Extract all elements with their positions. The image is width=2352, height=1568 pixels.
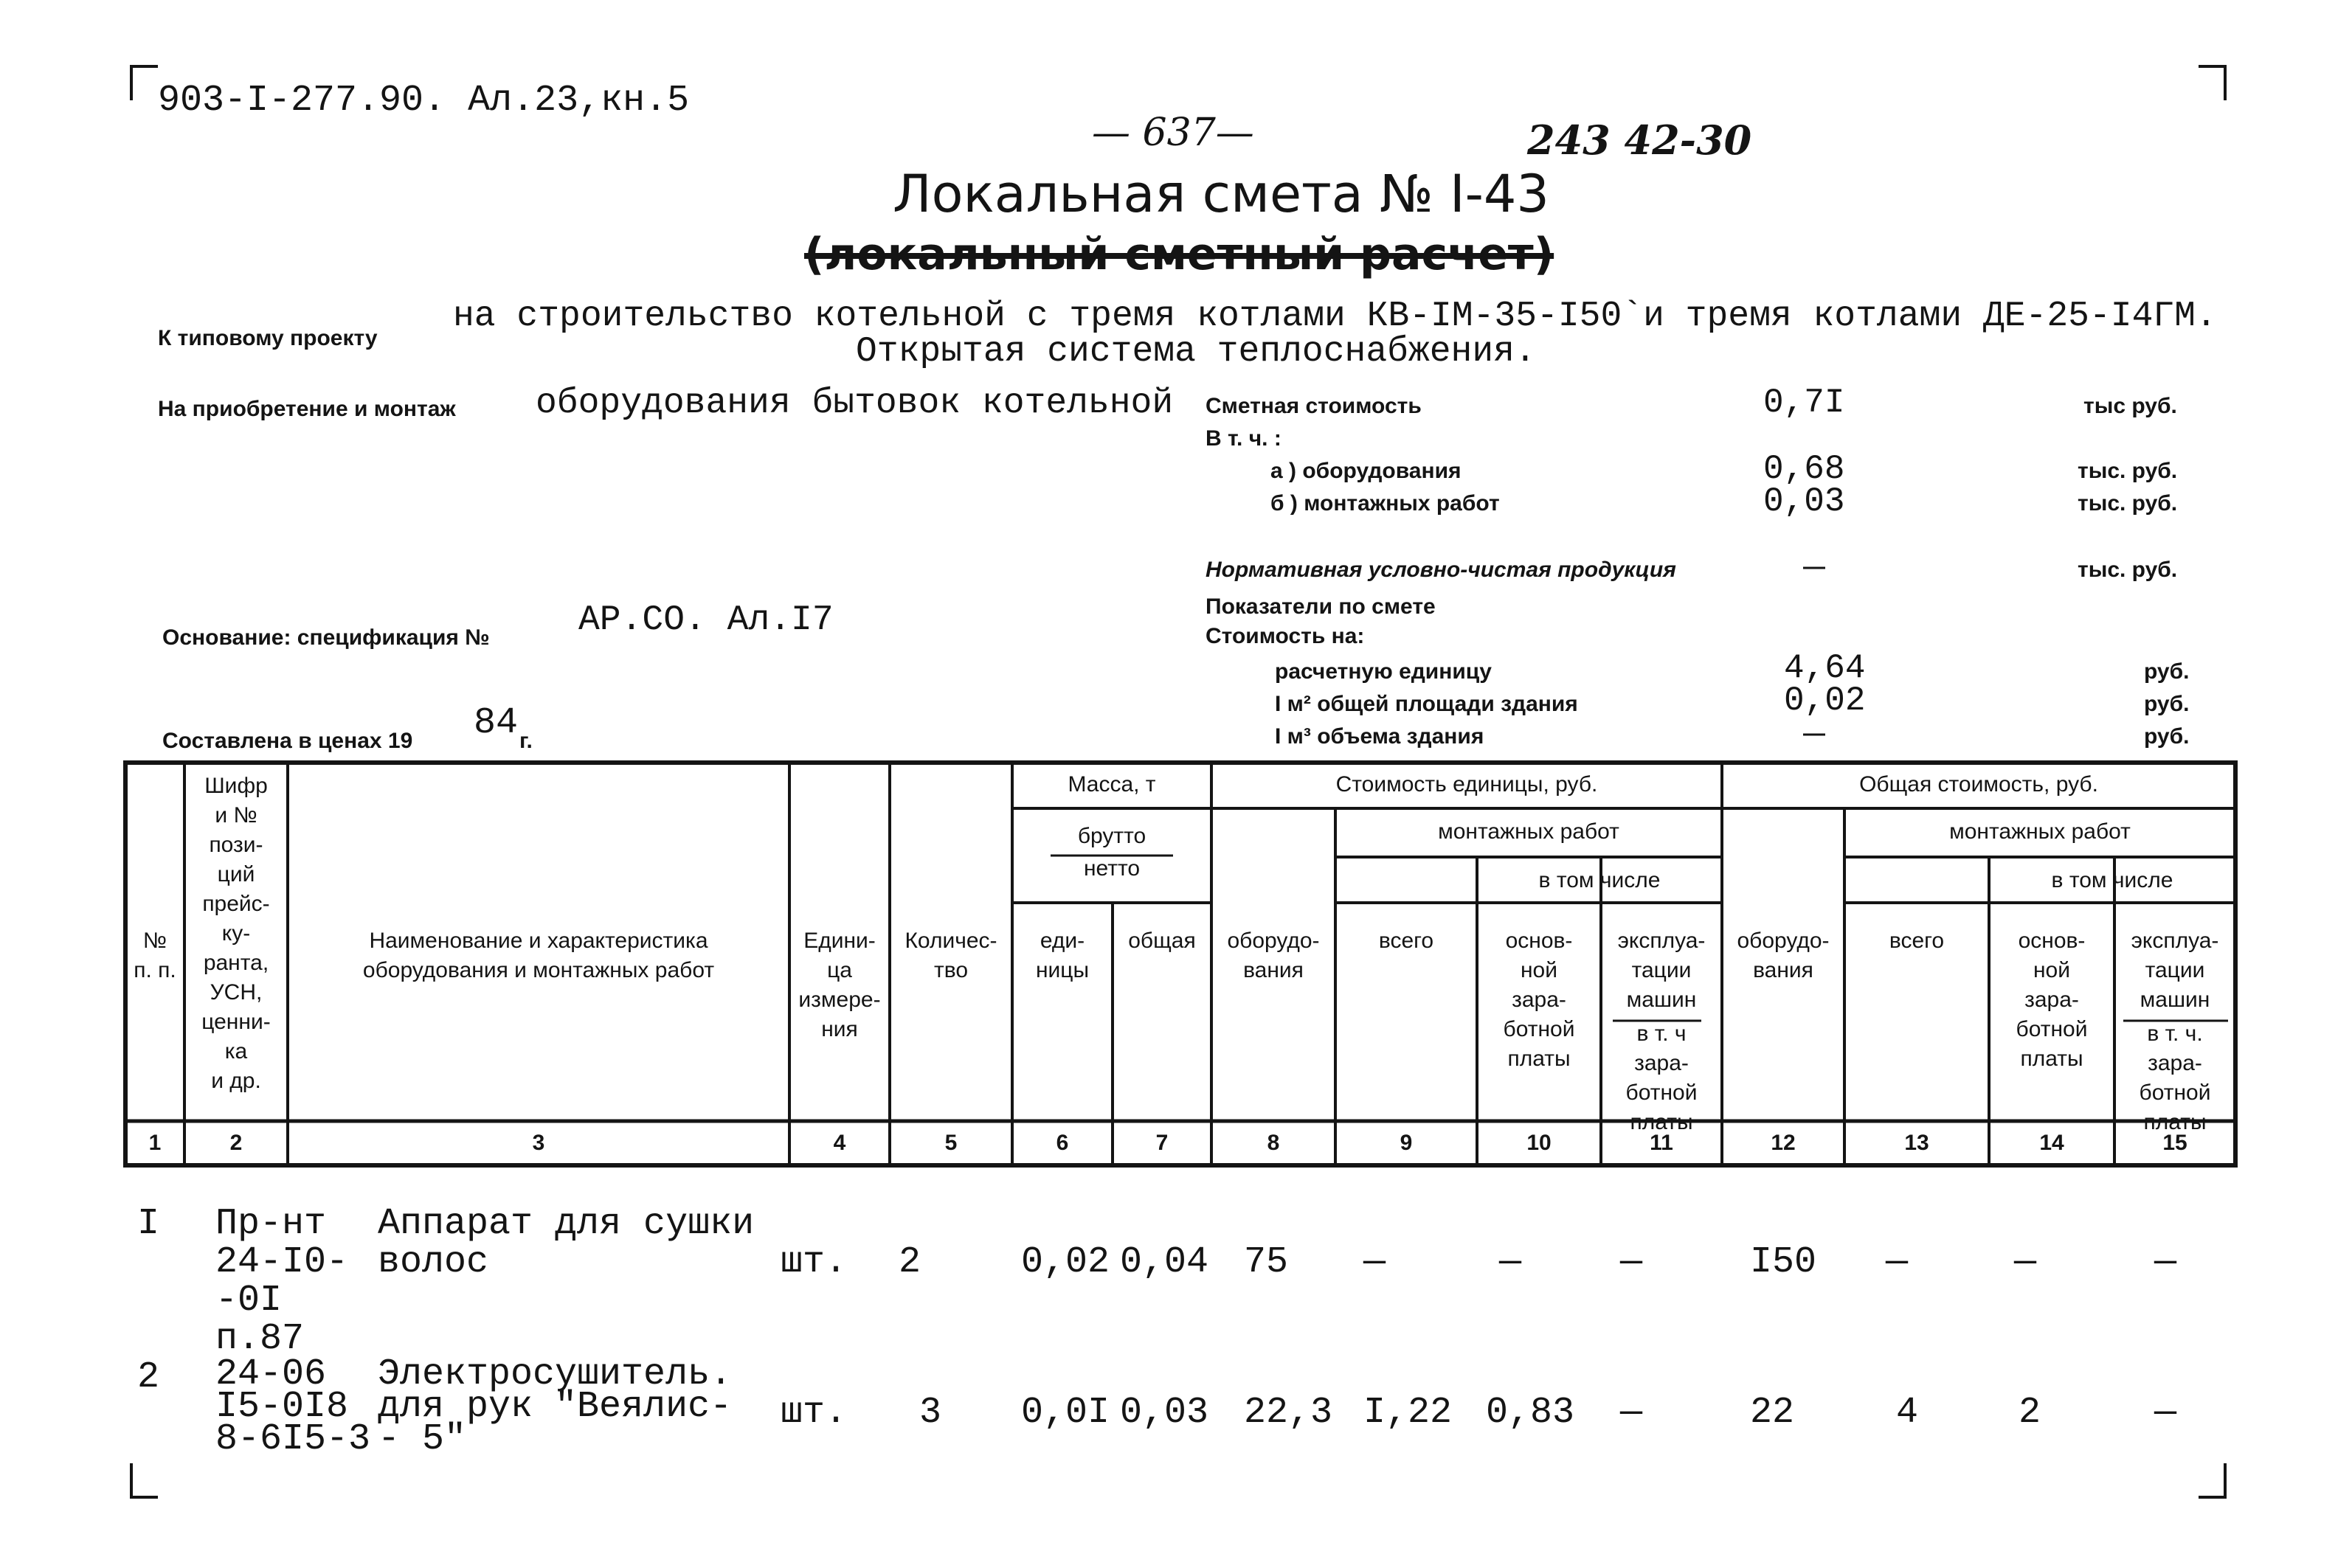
header-net: нетто xyxy=(1083,856,1141,881)
header-mass-total: общая xyxy=(1128,929,1196,953)
net-product-value: — xyxy=(1803,555,1825,579)
equipment-cost-label: а ) оборудования xyxy=(1270,459,1462,483)
unit-cost-label: расчетную единицу xyxy=(1275,659,1492,684)
page-title: Локальная смета № I-43 xyxy=(893,164,1549,224)
handwritten-code: 243 42-30 xyxy=(1527,117,1752,164)
col-number: 3 xyxy=(532,1131,545,1155)
header-total-cost-machines: эксплуа- тации машин xyxy=(2131,929,2219,1012)
col-number: 6 xyxy=(1056,1131,1069,1155)
project-label: К типовому проекту xyxy=(158,326,378,350)
row-install-wages: — xyxy=(1499,1241,1522,1283)
volume-cost-unit: руб. xyxy=(2144,724,2190,749)
row-install-all: — xyxy=(1363,1241,1386,1283)
net-product-unit: тыс. руб. xyxy=(2078,558,2178,582)
row-name: Аппарат для сушки волос xyxy=(378,1203,755,1283)
basis-label: Основание: спецификация № xyxy=(162,625,490,650)
header-total-cost: Общая стоимость, руб. xyxy=(1859,772,2098,797)
row-mass-total: 0,04 xyxy=(1120,1241,1209,1283)
row-total-wages: 2 xyxy=(2019,1392,2041,1434)
compiled-label: Составлена в ценах 19 xyxy=(162,729,413,753)
row-code: Пр-нт 24-I0- -0I п.87 xyxy=(215,1203,349,1360)
col-number: 11 xyxy=(1650,1131,1673,1155)
col-number: 14 xyxy=(2039,1131,2064,1155)
header-gross: брутто xyxy=(1077,824,1146,848)
purpose-value: оборудования бытовок котельной xyxy=(536,384,1174,423)
row-total-wages: — xyxy=(2014,1241,2037,1283)
header-total-cost-wages: основ- ной зара- ботной платы xyxy=(2016,929,2088,1071)
header-total-cost-all: всего xyxy=(1889,929,1945,953)
row-mass-unit: 0,02 xyxy=(1021,1241,1110,1283)
header-total-cost-including: в том числе xyxy=(2051,868,2173,892)
volume-cost-label: I м³ объема здания xyxy=(1275,724,1484,749)
cost-per-label: Стоимость на: xyxy=(1206,624,1365,648)
header-unit-cost-wages: основ- ной зара- ботной платы xyxy=(1503,929,1575,1071)
page-subtitle-struck: (локальный сметный расчет) xyxy=(804,229,1554,280)
purpose-label: На приобретение и монтаж xyxy=(158,397,456,421)
row-install-machines: — xyxy=(1620,1241,1643,1283)
indicators-label: Показатели по смете xyxy=(1206,594,1436,619)
page-number: — 637— xyxy=(1092,111,1254,155)
estimated-cost-unit: тыс руб. xyxy=(2083,394,2177,418)
header-code: Шифр и № пози- ций прейс- ку- ранта, УСН, ценни- ка и др. xyxy=(201,774,271,1093)
header-unit-cost-machines: эксплуа- тации машин xyxy=(1617,929,1706,1012)
row-no: 2 xyxy=(137,1356,160,1398)
row-install-machines: — xyxy=(1620,1392,1643,1434)
project-system: Открытая система теплоснабжения. xyxy=(856,332,1536,372)
install-cost-value: 0,03 xyxy=(1763,482,1845,521)
area-cost-label: I м² общей площади здания xyxy=(1275,692,1578,716)
row-code: 24-06 I5-0I8 8-6I5-3 xyxy=(215,1353,371,1460)
header-total-cost-install: монтажных работ xyxy=(1949,819,2131,844)
col-number: 15 xyxy=(2162,1131,2187,1155)
row-unit: шт. xyxy=(781,1241,848,1283)
header-unit-cost: Стоимость единицы, руб. xyxy=(1335,772,1598,797)
unit-cost-unit: руб. xyxy=(2144,659,2190,684)
header-name: Наименование и характеристика оборудования и монтажных работ xyxy=(362,929,715,982)
estimated-cost-label: Сметная стоимость xyxy=(1206,394,1422,418)
row-total-install: 4 xyxy=(1896,1392,1919,1434)
header-total-cost-machines-sub: в т. ч. зара- ботной платы xyxy=(2139,1021,2211,1134)
col-number: 5 xyxy=(944,1131,958,1155)
header-mass: Масса, т xyxy=(1068,772,1156,797)
unit-cost-value: 4,64 xyxy=(1784,649,1866,687)
row-total-equip: 22 xyxy=(1750,1392,1795,1434)
col-number: 7 xyxy=(1155,1131,1169,1155)
equipment-cost-unit: тыс. руб. xyxy=(2078,459,2178,483)
col-number: 1 xyxy=(148,1131,162,1155)
col-number: 12 xyxy=(1771,1131,1796,1155)
volume-cost-value: — xyxy=(1803,721,1825,746)
col-number: 10 xyxy=(1526,1131,1552,1155)
col-number: 13 xyxy=(1904,1131,1929,1155)
col-number: 8 xyxy=(1267,1131,1280,1155)
document-code: 903-I-277.90. Ал.23,кн.5 xyxy=(158,80,690,122)
equipment-cost-value: 0,68 xyxy=(1763,450,1845,488)
header-unit-cost-all: всего xyxy=(1378,929,1434,953)
install-cost-label: б ) монтажных работ xyxy=(1270,491,1500,516)
basis-value: АР.СО. Ал.I7 xyxy=(578,600,834,640)
area-cost-value: 0,02 xyxy=(1784,681,1866,720)
row-qty: 2 xyxy=(899,1241,921,1283)
area-cost-unit: руб. xyxy=(2144,692,2190,716)
header-total-cost-equipment: оборудо- вания xyxy=(1737,929,1830,982)
row-equip-cost: 22,3 xyxy=(1244,1392,1333,1434)
header-unit: Едини- ца измере- ния xyxy=(798,929,881,1041)
net-product-label: Нормативная условно-чистая продукция xyxy=(1206,558,1676,582)
col-number: 9 xyxy=(1400,1131,1413,1155)
compiled-suffix: г. xyxy=(519,729,533,753)
row-install-wages: 0,83 xyxy=(1486,1392,1575,1434)
header-unit-cost-machines-sub: в т. ч зара- ботной платы xyxy=(1625,1021,1698,1134)
install-cost-unit: тыс. руб. xyxy=(2078,491,2178,516)
row-no: I xyxy=(137,1203,160,1245)
row-total-machines: — xyxy=(2154,1392,2177,1434)
col-number: 4 xyxy=(833,1131,846,1155)
header-unit-cost-install: монтажных работ xyxy=(1438,819,1619,844)
header-no: № п. п. xyxy=(134,929,176,982)
row-name: Электросушитель. для рук "Веялис- - 5" xyxy=(378,1353,733,1460)
header-mass-per-unit: еди- ницы xyxy=(1035,929,1090,982)
row-total-equip: I50 xyxy=(1750,1241,1817,1283)
row-total-machines: — xyxy=(2154,1241,2177,1283)
including-label: В т. ч. : xyxy=(1206,426,1282,451)
project-description: на строительство котельной с тремя котлами КВ-IМ-35-I50`и тремя котлами ДЕ-25-I4ГМ. xyxy=(453,296,2217,336)
col-number: 2 xyxy=(229,1131,243,1155)
header-qty: Количес- тво xyxy=(905,929,997,982)
row-install-all: I,22 xyxy=(1363,1392,1453,1434)
row-mass-total: 0,03 xyxy=(1120,1392,1209,1434)
row-qty: 3 xyxy=(919,1392,942,1434)
header-unit-cost-equipment: оборудо- вания xyxy=(1227,929,1320,982)
row-total-install: — xyxy=(1886,1241,1909,1283)
row-mass-unit: 0,0I xyxy=(1021,1392,1110,1434)
estimated-cost-value: 0,7I xyxy=(1763,384,1845,422)
row-unit: шт. xyxy=(781,1392,848,1434)
compiled-year: 84 xyxy=(474,702,519,744)
header-unit-cost-including: в том числе xyxy=(1538,868,1661,892)
row-equip-cost: 75 xyxy=(1244,1241,1289,1283)
